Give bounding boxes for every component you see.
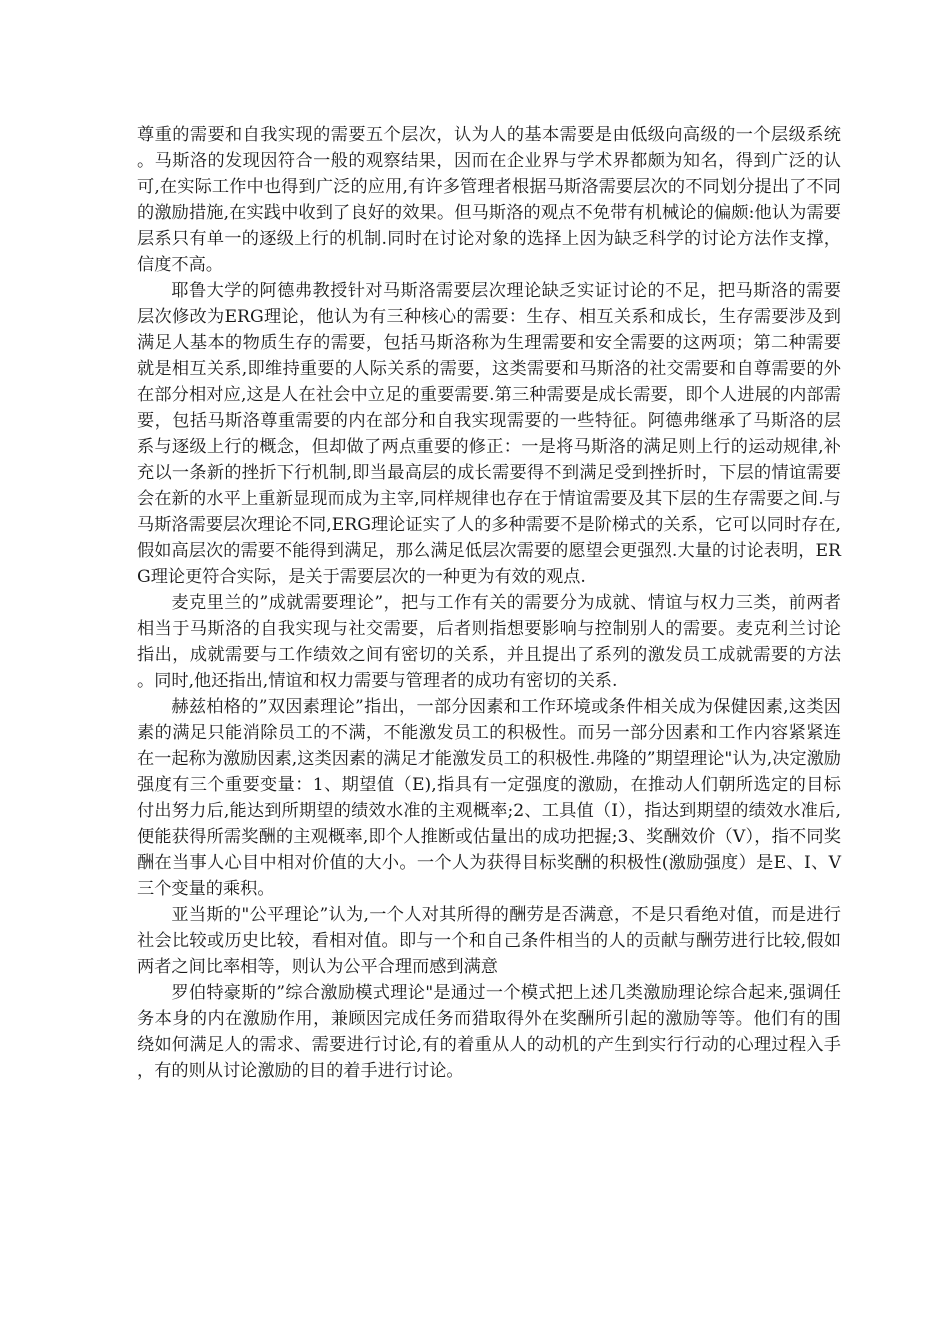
- document-body: [137, 122, 841, 1084]
- paragraph-equity-theory: 亚当斯的"公平理论”认为,一个人对其所得的酬劳是否满意，不是只看绝对值，而是进行社会比较或历史比较，看相对值。即与一个和自己条件相当的人的贡献与酬劳进行比较,假如两者之间比率相等，则认为公平合理而感到满意: [137, 905, 841, 977]
- paragraph-achievement-theory: 麦克里兰的”成就需要理论”，把与工作有关的需要分为成就、情谊与权力三类，前两者相当于马斯洛的自我实现与社交需要，后者则指想要影响与控制别人的需要。麦克利兰讨论指出，成就需要与工作绩效之间有密切的关系，并且提出了系列的激发员工成就需要的方法。同时,他还指出,情谊和权力需要与管理者的成功有密切的关系.: [137, 593, 841, 691]
- paragraph-erg-theory: 耶鲁大学的阿德弗教授针对马斯洛需要层次理论缺乏实证讨论的不足，把马斯洛的需要层次修改为ERG理论，他认为有三种核心的需要：生存、相互关系和成长，生存需要涉及到满足人基本的物质生存的需要，包括马斯洛称为生理需要和安全需要的这两项；第二种需要就是相互关系,即维持重要的人际关系的需要，这类需要和马斯洛的社交需要和自尊需要的外在部分相对应,这是人在社会中立足的重要需要.第三种需要是成长需要，即个人进展的内部需要，包括马斯洛尊重需要的内在部分和自我实现需要的一些特征。阿德弗继承了马斯洛的层系与逐级上行的概念，但却做了两点重要的修正：一是将马斯洛的满足则上行的运动规律,补充以一条新的挫折下行机制,即当最高层的成长需要得不到满足受到挫折时，下层的情谊需要会在新的水平上重新显现而成为主宰,同样规律也存在于情谊需要及其下层的生存需要之间.与马斯洛需要层次理论不同,ERG理论证实了人的多种需要不是阶梯式的关系，它可以同时存在,假如高层次的需要不能得到满足，那么满足低层次需要的愿望会更强烈.大量的讨论表明，ERG理论更符合实际，是关于需要层次的一种更为有效的观点.: [137, 281, 841, 587]
- paragraph-integrated-model: 罗伯特豪斯的”综合激励模式理论"是通过一个模式把上述几类激励理论综合起来,强调任务本身的内在激励作用，兼顾因完成任务而猎取得外在奖酬所引起的激励等等。他们有的围绕如何满足人的需求、需要进行讨论,有的着重从人的动机的产生到实行行动的心理过程入手，有的则从讨论激励的目的着手进行讨论。: [137, 983, 841, 1081]
- paragraph-maslow-summary: 尊重的需要和自我实现的需要五个层次，认为人的基本需要是由低级向高级的一个层级系统。马斯洛的发现因符合一般的观察结果，因而在企业界与学术界都颇为知名，得到广泛的认可,在实际工作中也得到广泛的应用,有许多管理者根据马斯洛需要层次的不同划分提出了不同的激励措施,在实践中收到了良好的效果。但马斯洛的观点不免带有机械论的偏颇:他认为需要层系只有单一的逐级上行的机制.同时在讨论对象的选择上因为缺乏科学的讨论方法作支撑，信度不高。: [137, 125, 841, 275]
- paragraph-two-factor-expectancy: 赫兹柏格的”双因素理论”指出，一部分因素和工作环境或条件相关成为保健因素,这类因素的满足只能消除员工的不满，不能激发员工的积极性。而另一部分因素和工作内容紧紧连在一起称为激励因素,这类因素的满足才能激发员工的积极性.弗隆的”期望理论"认为,决定激励强度有三个重要变量：1、期望值（E),指具有一定强度的激励，在推动人们朝所选定的目标付出努力后,能达到所期望的绩效水准的主观概率;2、工具值（I），指达到期望的绩效水准后,便能获得所需奖酬的主观概率,即个人推断或估量出的成功把握;3、奖酬效价（V），指不同奖酬在当事人心目中相对价值的大小。一个人为获得目标奖酬的积极性(激励强度）是E、I、V三个变量的乘积。: [137, 697, 841, 899]
